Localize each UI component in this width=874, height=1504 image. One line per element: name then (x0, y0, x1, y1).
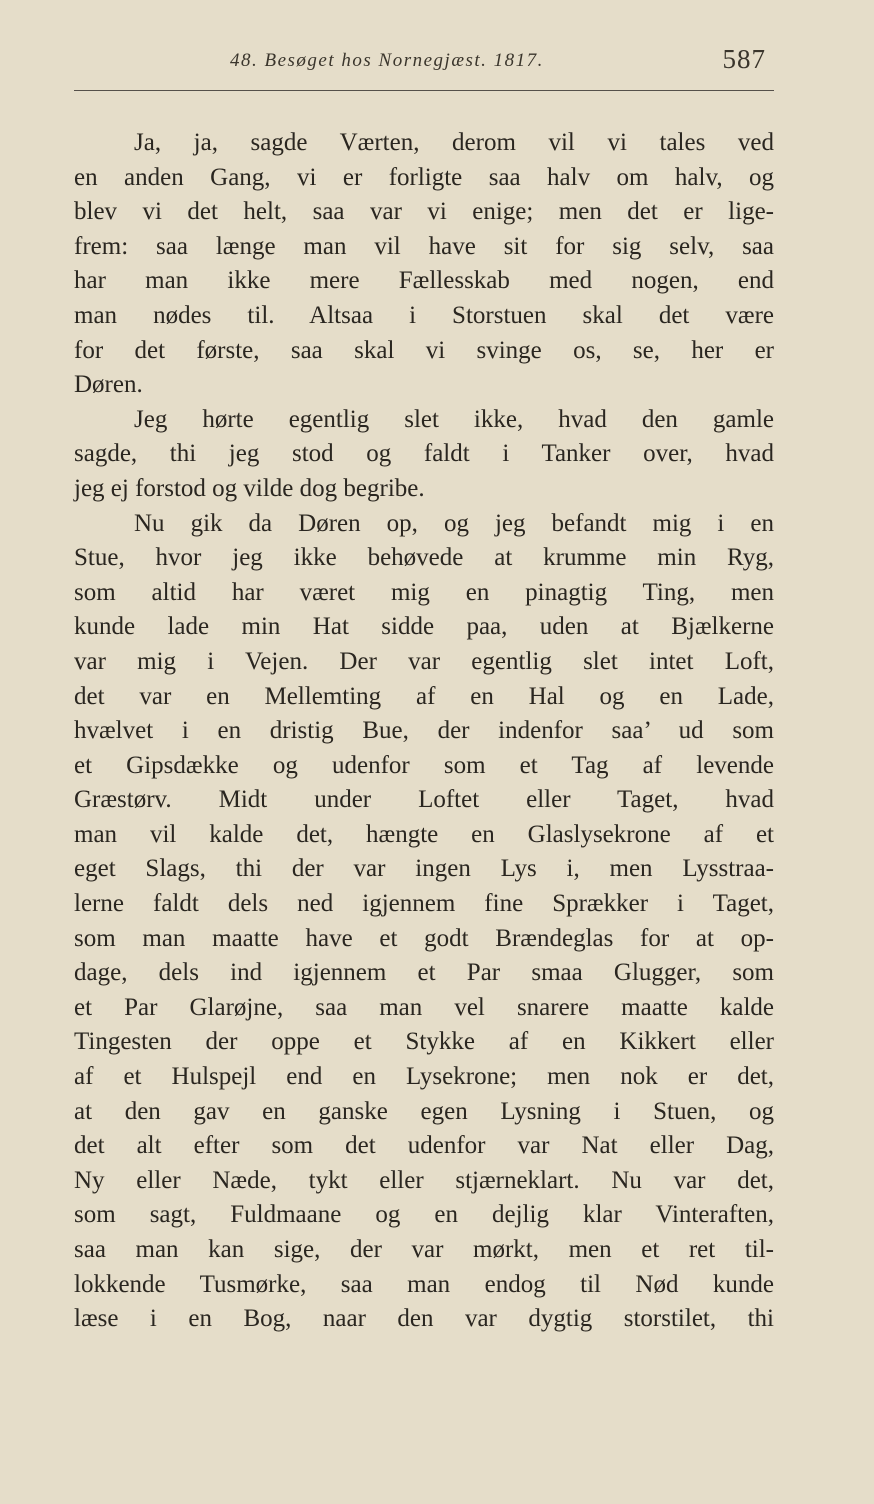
text-line: Døren. (74, 371, 143, 399)
text-line: jeg ej forstod og vilde dog begribe. (74, 474, 425, 502)
text-line: Nu gik da Døren op, og jeg befandt mig i en (134, 509, 774, 537)
text-line: Ja, ja, sagde Værten, derom vil vi tales ved (134, 129, 774, 156)
body-text (74, 126, 774, 1337)
text-line: man vil kalde det, hængte en Glaslysekrone af et (74, 820, 774, 848)
text-line: et Gipsdække og udenfor som et Tag af levende (74, 751, 774, 779)
text-line: som man maatte have et godt Brændeglas for at op- (74, 924, 774, 952)
text-line: af et Hulspejl end en Lysekrone; men nok er det, (74, 1063, 774, 1091)
text-line: læse i en Bog, naar den var dygtig storstilet, thi (74, 1305, 774, 1333)
text-line: lokkende Tusmørke, saa man endog til Nød kunde (74, 1270, 774, 1298)
text-line: det var en Mellemting af en Hal og en Lade, (74, 682, 774, 710)
text-line: har man ikke mere Fællesskab med nogen, end (74, 267, 774, 295)
text-line: Græstørv. Midt under Loftet eller Taget, hvad (74, 786, 774, 814)
text-line: det alt efter som det udenfor var Nat eller Dag, (74, 1132, 774, 1160)
text-line: et Par Glarøjne, saa man vel snarere maatte kalde (74, 993, 774, 1021)
header-rule (74, 90, 774, 91)
text-line: at den gav en ganske egen Lysning i Stuen, og (74, 1097, 774, 1125)
text-line: Stue, hvor jeg ikke behøvede at krumme min Ryg, (74, 544, 774, 572)
text-line: eget Slags, thi der var ingen Lys i, men Lysstraa- (74, 855, 774, 883)
text-line: Jeg hørte egentlig slet ikke, hvad den gamle (134, 405, 774, 433)
text-line: en anden Gang, vi er forligte saa halv om halv, og (74, 163, 774, 191)
text-line: frem: saa længe man vil have sit for sig selv, saa (74, 232, 774, 260)
text-line: som sagt, Fuldmaane og en dejlig klar Vinteraften, (74, 1201, 774, 1229)
text-line: for det første, saa skal vi svinge os, se, her er (74, 336, 774, 364)
text-line: kunde lade min Hat sidde paa, uden at Bjælkerne (74, 613, 774, 641)
text-line: Ny eller Næde, tykt eller stjærneklart. Nu var det, (74, 1166, 774, 1194)
text-line: Tingesten der oppe et Stykke af en Kikkert eller (74, 1028, 774, 1056)
text-line: dage, dels ind igjennem et Par smaa Glugger, som (74, 959, 774, 987)
text-line: sagde, thi jeg stod og faldt i Tanker over, hvad (74, 440, 774, 468)
text-line: man nødes til. Altsaa i Storstuen skal det være (74, 301, 774, 329)
page-header (74, 42, 774, 82)
page-number: 587 (722, 44, 766, 74)
text-line: hvælvet i en dristig Bue, der indenfor saa’ ud som (74, 717, 774, 745)
text-line: blev vi det helt, saa var vi enige; men det er lige- (74, 198, 774, 226)
text-line: var mig i Vejen. Der var egentlig slet intet Loft, (74, 647, 774, 675)
text-line: lerne faldt dels ned igjennem fine Sprækker i Taget, (74, 890, 774, 918)
running-title: 48. Besøget hos Nornegjæst. 1817. (230, 50, 544, 71)
text-line: som altid har været mig en pinagtig Ting, men (74, 578, 774, 606)
text-line: saa man kan sige, der var mørkt, men et ret til- (74, 1236, 774, 1263)
